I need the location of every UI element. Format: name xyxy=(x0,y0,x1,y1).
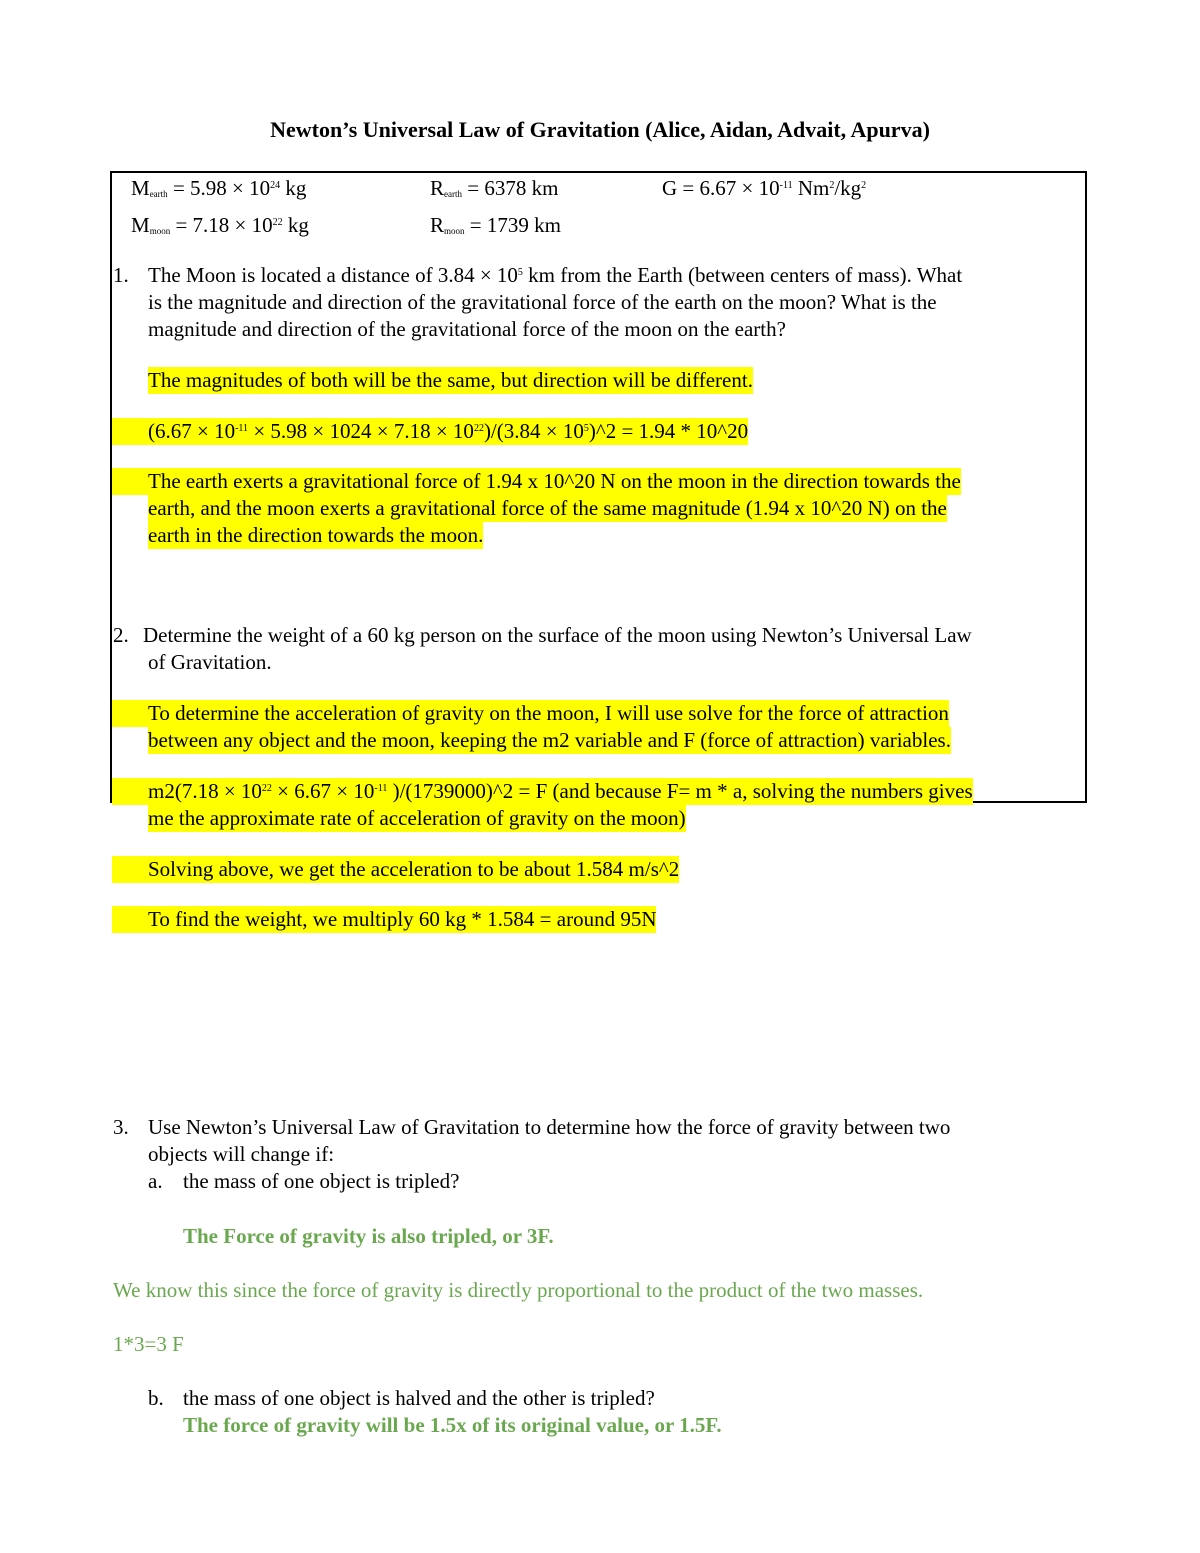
constant-m-earth: $M_{earth} = 5.98 \times 10^{24}$ kg xyxy=(131,176,307,200)
highlight-bar xyxy=(112,906,148,933)
highlight-bar xyxy=(112,856,148,883)
q2-answer: between any object and the moon, keeping the m2 variable and F (force of attraction) variables. xyxy=(148,728,951,752)
q3b-text: the mass of one object is halved and the other is tripled? xyxy=(183,1386,655,1410)
highlight-bar xyxy=(112,468,148,495)
q3a-explanation: We know this since the force of gravity is directly proportional to the product of the two masses. xyxy=(113,1278,924,1302)
q3a-label: a. xyxy=(148,1169,163,1193)
q1-answer: The magnitudes of both will be the same, but direction will be different. xyxy=(148,368,753,392)
q2-answer: To find the weight, we multiply 60 kg * 1.584 = around 95N xyxy=(148,907,657,931)
highlight-bar xyxy=(112,418,148,445)
q1-line: The Moon is located a distance of $3.84 \times 10^5$ km from the Earth (between centers of mass). What xyxy=(148,263,963,287)
q1-line: magnitude and direction of the gravitational force of the moon on the earth? xyxy=(148,317,786,341)
q2-line: of Gravitation. xyxy=(148,650,272,674)
highlight-bar xyxy=(112,700,148,727)
page-title: Newton’s Universal Law of Gravitation (Alice, Aidan, Advait, Apurva) xyxy=(270,117,930,142)
q1-answer: earth, and the moon exerts a gravitational force of the same magnitude (1.94 x 10^20 N) on the xyxy=(148,496,947,520)
q3b-answer: The force of gravity will be 1.5x of its original value, or 1.5F. xyxy=(183,1413,722,1437)
q1-calculation: $(6.67 \times 10^{-11} \times 5.98 \times 1024 \times 7.18 \times 10^{22})/(3.84$ × $10^5)\^{}2 = 1.94$ * 10^20 xyxy=(148,419,749,443)
q3-number: 3. xyxy=(113,1115,129,1139)
q2-number: 2. xyxy=(113,623,129,647)
q3-line: Use Newton’s Universal Law of Gravitation to determine how the force of gravity between two xyxy=(148,1115,951,1139)
q1-answer: earth in the direction towards the moon. xyxy=(148,523,484,547)
q2-calculation: $m2(7.18 \times 10^{22} \times 6.67 \times 10^{-11}$ )/(1739000)^2 = F (and because F= m * a, solving the numbers gives xyxy=(148,779,973,803)
q2-calculation: me the approximate rate of acceleration of gravity on the moon) xyxy=(148,806,686,830)
constant-r-moon: $R_{moon} = 1739$ km xyxy=(430,213,561,237)
q3a-calculation: 1*3=3 F xyxy=(113,1332,184,1356)
q3a-answer: The Force of gravity is also tripled, or 3F. xyxy=(183,1224,554,1248)
q3a-text: the mass of one object is tripled? xyxy=(183,1169,460,1193)
q1-number: 1. xyxy=(113,263,129,287)
q2-line: Determine the weight of a 60 kg person on the surface of the moon using Newton’s Universal Law xyxy=(143,623,972,647)
q1-line: is the magnitude and direction of the gravitational force of the earth on the moon? What is the xyxy=(148,290,937,314)
q3b-label: b. xyxy=(148,1386,164,1410)
highlight-bar xyxy=(112,778,148,805)
constant-r-earth: $R_{earth} = 6378$ km xyxy=(430,176,559,200)
constant-g: $G = 6.67 \times 10^{-11}$ $Nm^2/kg^2$ xyxy=(662,176,867,200)
q1-answer: The earth exerts a gravitational force of 1.94 x 10^20 N on the moon in the direction towards the xyxy=(148,469,961,493)
q3-line: objects will change if: xyxy=(148,1142,335,1166)
constant-m-moon: $M_{moon} = 7.18 \times 10^{22}$ kg xyxy=(131,213,309,237)
q2-answer: Solving above, we get the acceleration to be about 1.584 m/s^2 xyxy=(148,857,680,881)
q2-answer: To determine the acceleration of gravity on the moon, I will use solve for the force of attraction xyxy=(148,701,949,725)
